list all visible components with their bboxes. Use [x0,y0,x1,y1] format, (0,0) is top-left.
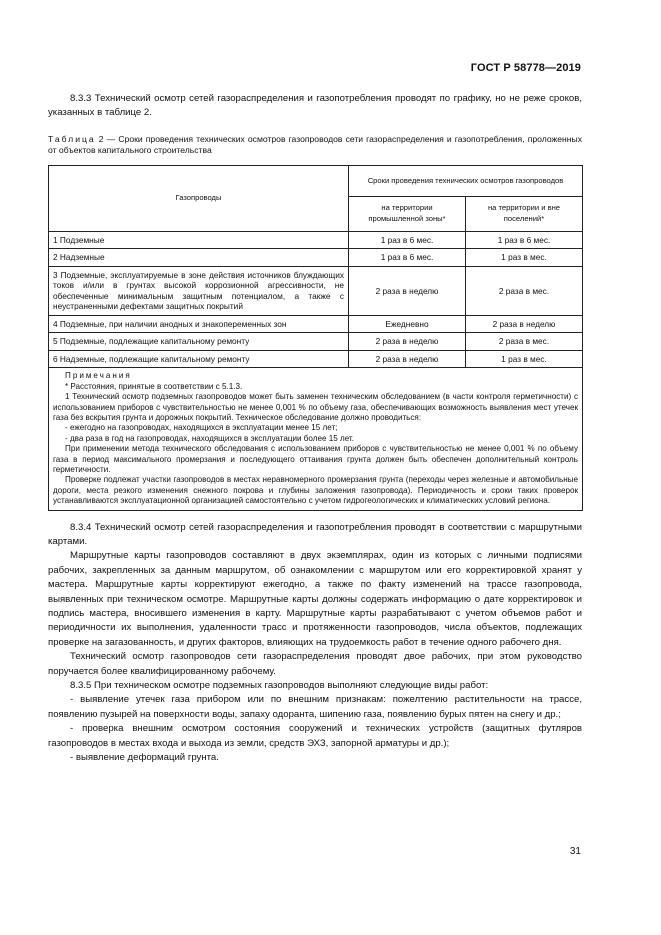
body-list-item: - проверка внешним осмотром состояния сооружений и технических устройств (защитных футляров газопроводов в местах входа и выхода из земли, средств ЭХЗ, запорной арматуры и др.); [48,723,582,749]
row-value-industrial: 2 раза в неделю [349,350,466,368]
note-line: 1 Технический осмотр подземных газопроводов может быть заменен техническим обследованием (в части контроля герметичности) с использованием приборов с чувствительностью не менее 0,001 % по объему газа, обеспечивающих возможность выявления мест утечек газа без вскрытия грунта и дорожных покрытий. Техническое обследование должно проводиться: [53,392,578,422]
row-value-settlements: 2 раза в неделю [466,315,583,333]
body-list-item: - выявление деформаций грунта. [70,752,219,764]
note-line: - два раза в год на газопроводах, находящихся в эксплуатации более 15 лет. [65,433,354,443]
row-label: 5 Подземные, подлежащие капитальному ремонту [49,333,349,351]
row-value-industrial: 1 раз в 6 мес. [349,231,466,249]
intro-paragraph: 8.3.3 Технический осмотр сетей газораспределения и газопотребления проводят по графику, но не реже сроков, указанных в таблице 2. [48,93,582,119]
body-paragraph: 8.3.4 Технический осмотр сетей газораспределения и газопотребления проводят в соответствии с маршрутными картами. [48,521,582,547]
body-list-item: - выявление утечек газа прибором или по внешним признакам: пожелтению растительности на трассе, появлению пузырей на поверхности воды, запаху одоранта, шипению газа, появлению бурых пятен на снегу и др.; [48,694,582,720]
note-line: * Расстояния, принятые в соответствии с 5.1.3. [65,381,243,391]
table-caption-text: 2 — Сроки проведения технических осмотров газопроводов сети газораспределения и газопотребления, проложенных от объектов капитального строительства [48,133,582,156]
table-notes-row [49,368,583,510]
document-header: ГОСТ Р 58778—2019 [470,62,581,74]
row-value-settlements: 2 раза в мес. [466,333,583,351]
row-value-settlements: 1 раз в 6 мес. [466,231,583,249]
body-paragraph: Маршрутные карты газопроводов составляют в двух экземплярах, один из которых с личными подписями рабочих, закрепленных за данным маршрутом, об ознакомлении с маршрутом или его корректировкой хранят у мастера. Маршрутные карты корректируют ежегодно, а также по факту изменений на трассе газопровода, выявленных при техническом осмотре. Маршрутные карты должны содержать информацию о дате корректировок и подпись мастера, вносившего изменения в карту. Маршрутные карты разрабатывают с учетом объемов работ и периодичности их выполнения, удаленности трасс и протяженности газопроводов, числа объектов, подлежащих проверке на загазованность, и других факторов, влияющих на трудоемкость работ в течение одного рабочего дня. [48,550,582,648]
note-line: - ежегодно на газопроводах, находящихся в эксплуатации менее 15 лет; [65,423,338,433]
row-label: 1 Подземные [49,231,349,249]
row-value-industrial: 2 раза в неделю [349,266,466,315]
row-label: 3 Подземные, эксплуатируемые в зоне действия источников блуждающих токов и/или в грунтах высокой коррозионной агрессивности, не обеспеченные минимальным защитным потенциалом, а также с неустраненными дефектами защитных покрытий [49,266,349,315]
row-label: 4 Подземные, при наличии анодных и знакопеременных зон [49,315,349,333]
row-value-settlements: 1 раз в мес. [466,350,583,368]
body-paragraph: Технический осмотр газопроводов сети газораспределения проводят двое рабочих, при этом руководство поручается более квалифицированному рабочему. [48,651,582,677]
row-value-settlements: 2 раза в мес. [466,266,583,315]
table-header-row [49,165,583,196]
table-row [49,350,583,368]
row-label: 2 Надземные [49,249,349,267]
table-caption-label: Таблица [48,133,96,144]
row-value-industrial: 2 раза в неделю [349,333,466,351]
inspection-schedule-table [48,165,583,511]
note-line: При применении метода технического обследования с использованием приборов с чувствительностью не менее 0,001 % по объему газа в период максимального промерзания и последующего оттаивания грунта должен быть обеспечен дополнительный контроль герметичности. [53,444,578,474]
body-text [48,521,582,766]
row-value-industrial: Ежедневно [349,315,466,333]
col-header-pipelines: Газопроводы [49,165,349,231]
col-header-industrial-zone: на территории промышленной зоны* [349,196,466,231]
table-row [49,333,583,351]
col-header-settlements: на территории и вне поселений* [466,196,583,231]
table-caption [48,134,582,157]
row-value-settlements: 1 раз в мес. [466,249,583,267]
table-row [49,266,583,315]
table-notes [49,368,583,510]
notes-title: Примечания [65,371,132,381]
table-row [49,249,583,267]
row-label: 6 Надземные, подлежащие капитальному ремонту [49,350,349,368]
page-content [48,92,582,766]
row-value-industrial: 1 раз в 6 мес. [349,249,466,267]
body-paragraph: 8.3.5 При техническом осмотре подземных газопроводов выполняют следующие виды работ: [70,680,489,692]
page-number: 31 [569,846,581,857]
note-line: Проверке подлежат участки газопроводов в местах неравномерного промерзания грунта (переходы через железные и автомобильные дороги, места резкого изменения снежного покрова и глубины заложения газопровода). Периодичность и сроки таких проверок устанавливаются эксплуатационной организацией самостоятельно с учетом гидрогеологических и климатических условий региона. [53,475,578,506]
table-row [49,231,583,249]
col-header-group: Сроки проведения технических осмотров газопроводов [349,165,583,196]
table-row [49,315,583,333]
